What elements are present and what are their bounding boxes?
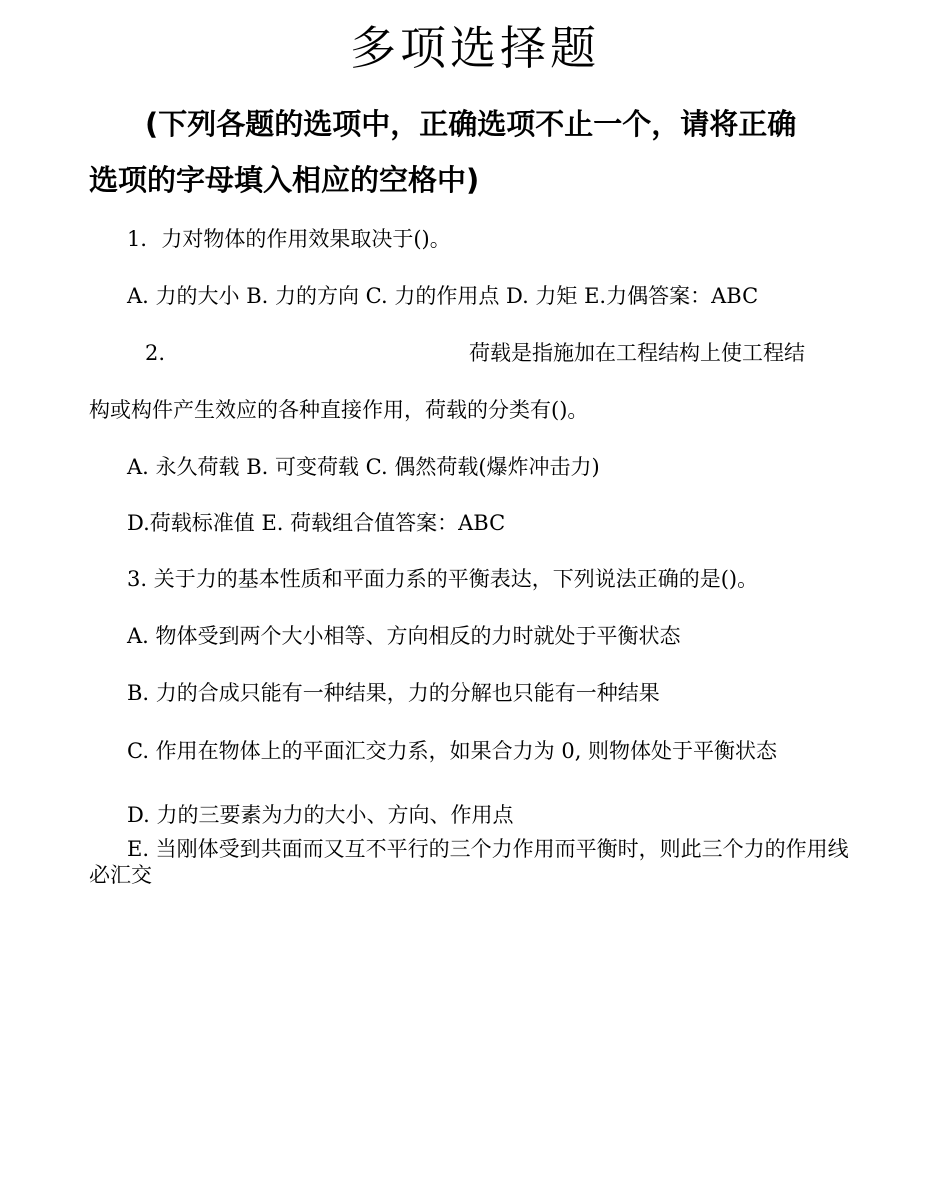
question-2-options-line-2: D.荷载标准值 E. 荷载组合值答案：ABC [127, 511, 506, 535]
question-2-stem-part-2: 构或构件产生效应的各种直接作用，荷载的分类有()。 [89, 398, 589, 422]
question-1-options: A. 力的大小 B. 力的方向 C. 力的作用点 D. 力矩 E.力偶答案：ABC [127, 284, 759, 308]
question-3-option-a: A. 物体受到两个大小相等、方向相反的力时就处于平衡状态 [127, 624, 681, 648]
question-3-option-d: D. 力的三要素为力的大小、方向、作用点 [127, 803, 514, 827]
question-2-number: 2. [145, 341, 166, 365]
question-2-options-line-1: A. 永久荷载 B. 可变荷载 C. 偶然荷载(爆炸冲击力) [127, 455, 600, 479]
question-3-stem: 3. 关于力的基本性质和平面力系的平衡表达，下列说法正确的是()。 [127, 567, 759, 591]
question-1-stem: 1．力对物体的作用效果取决于()。 [127, 227, 451, 251]
instruction-line-1: (下列各题的选项中，正确选项不止一个，请将正确 [145, 107, 797, 141]
question-3-option-c: C. 作用在物体上的平面汇交力系，如果合力为 0, 则物体处于平衡状态 [127, 739, 778, 763]
question-3-option-b: B. 力的合成只能有一种结果，力的分解也只能有一种结果 [127, 681, 660, 705]
page-title: 多项选择题 [350, 21, 600, 75]
question-3-option-e: E. 当刚体受到共面而又互不平行的三个力作用而平衡时，则此三个力的作用线必汇交 [89, 837, 849, 887]
question-2-stem-part-1: 荷载是指施加在工程结构上使工程结 [469, 341, 805, 365]
instruction-line-2: 选项的字母填入相应的空格中) [89, 163, 480, 197]
